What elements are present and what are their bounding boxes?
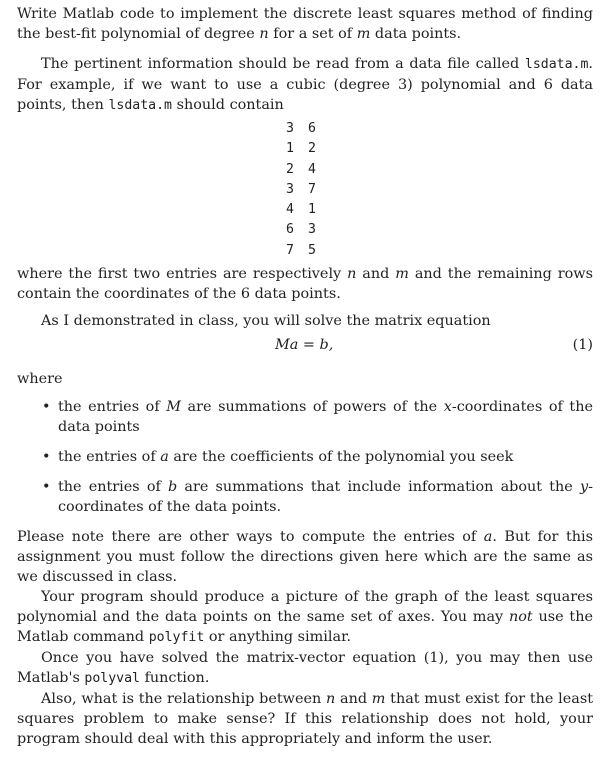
text: The pertinent information should be read from a data file called xyxy=(41,56,525,72)
text: Once you have solved the matrix-vector equation (1), you may then use Matlab's xyxy=(17,650,593,687)
text: should contain xyxy=(172,97,284,113)
text: and the remaining rows contain the coordinates of the 6 data points. xyxy=(17,266,593,303)
code: polyval xyxy=(84,671,140,687)
datafile-row xyxy=(286,241,593,261)
var-m: m xyxy=(395,266,409,283)
entries-list xyxy=(17,397,593,517)
text: . For example, if we want to use a cubic (degree 3) polynomial and 6 data points, then xyxy=(17,56,593,113)
text: the entries of xyxy=(58,479,168,496)
equation-number: (1) xyxy=(572,337,593,354)
matrix-intro-paragraph: As I demonstrated in class, you will solve the matrix equation xyxy=(41,313,491,330)
code: polyfit xyxy=(148,630,205,646)
datafile-listing xyxy=(286,116,593,264)
var: a xyxy=(160,449,169,466)
cell: 3 xyxy=(286,181,294,197)
var: x xyxy=(443,399,452,416)
text: that must exist for the least squares problem to make sense? If this relationship does not hold, your program should deal with this appropriately and inform the user. xyxy=(17,691,593,748)
equation-1 xyxy=(17,335,593,359)
text: and xyxy=(335,691,372,708)
var: M xyxy=(166,399,181,416)
equation-body: Ma = b, xyxy=(275,337,334,354)
polyval-paragraph xyxy=(17,648,593,689)
datafile-row xyxy=(286,220,593,240)
var-m: m xyxy=(356,26,371,42)
cell: 1 xyxy=(286,141,294,157)
var-m: m xyxy=(371,691,386,708)
cell: 7 xyxy=(286,242,294,258)
list-item xyxy=(42,477,593,517)
text: data points. xyxy=(370,26,462,42)
filename: lsdata.m xyxy=(108,98,173,113)
relationship-paragraph xyxy=(17,689,593,749)
where-text: where xyxy=(17,371,63,388)
cell: 4 xyxy=(308,161,316,177)
text: Write Matlab code to implement the discrete least squares method of finding the best-fit polynomial of degree xyxy=(17,6,593,42)
text: are summations that include information about the xyxy=(177,479,580,496)
bullet-icon: • xyxy=(42,449,51,466)
text: are summations of powers of the xyxy=(180,399,444,416)
text: or anything similar. xyxy=(204,629,351,646)
note-paragraph xyxy=(17,527,593,587)
cell: 6 xyxy=(308,121,316,136)
datafile-row xyxy=(286,119,593,139)
var: y xyxy=(579,479,589,496)
list-item xyxy=(42,447,593,467)
list-item xyxy=(42,397,594,437)
text: and xyxy=(356,266,396,283)
cell: 3 xyxy=(286,121,294,136)
filename: lsdata.m xyxy=(524,57,589,72)
coordinates-paragraph xyxy=(17,264,593,304)
text: Your program should produce a picture of the graph of the least squares polynomial and the data points on the same set of axes. You may xyxy=(17,589,593,626)
datafile-row xyxy=(286,200,593,220)
text: where the first two entries are respectively xyxy=(17,266,348,283)
var-n: n xyxy=(325,691,336,708)
text: for a set of xyxy=(268,26,357,42)
graph-paragraph xyxy=(17,587,593,648)
datafile-paragraph xyxy=(17,54,593,116)
cell: 5 xyxy=(308,242,316,258)
var: b xyxy=(167,479,178,496)
bullet-icon: • xyxy=(42,399,51,416)
var-n: n xyxy=(347,266,357,283)
var: a xyxy=(483,529,493,546)
emphasis: not xyxy=(508,609,533,626)
datafile-row xyxy=(286,139,593,159)
text: function. xyxy=(140,670,210,687)
var-n: n xyxy=(259,26,269,42)
text: Also, what is the relationship between xyxy=(41,691,326,708)
text: use the Matlab command xyxy=(17,609,593,646)
text: the entries of xyxy=(58,449,161,466)
bullet-icon: • xyxy=(42,479,51,496)
cell: 6 xyxy=(286,222,294,238)
cell: 3 xyxy=(308,222,316,238)
cell: 4 xyxy=(286,202,294,218)
datafile-row xyxy=(286,180,593,200)
cell: 7 xyxy=(308,181,316,197)
datafile-row xyxy=(286,160,593,180)
cell: 2 xyxy=(286,161,294,177)
cell: 2 xyxy=(308,141,316,157)
text: are the coefficients of the polynomial you seek xyxy=(168,449,514,466)
intro-paragraph xyxy=(17,4,593,44)
text: the entries of xyxy=(58,399,167,416)
cell: 1 xyxy=(308,202,316,218)
text: -coordinates of the data points xyxy=(58,399,594,436)
text: Please note there are other ways to compute the entries of xyxy=(17,529,484,546)
text: . But for this assignment you must follow the directions given here which are the same as we discussed in class. xyxy=(17,529,593,586)
text: -coordinates of the data points. xyxy=(58,479,593,516)
